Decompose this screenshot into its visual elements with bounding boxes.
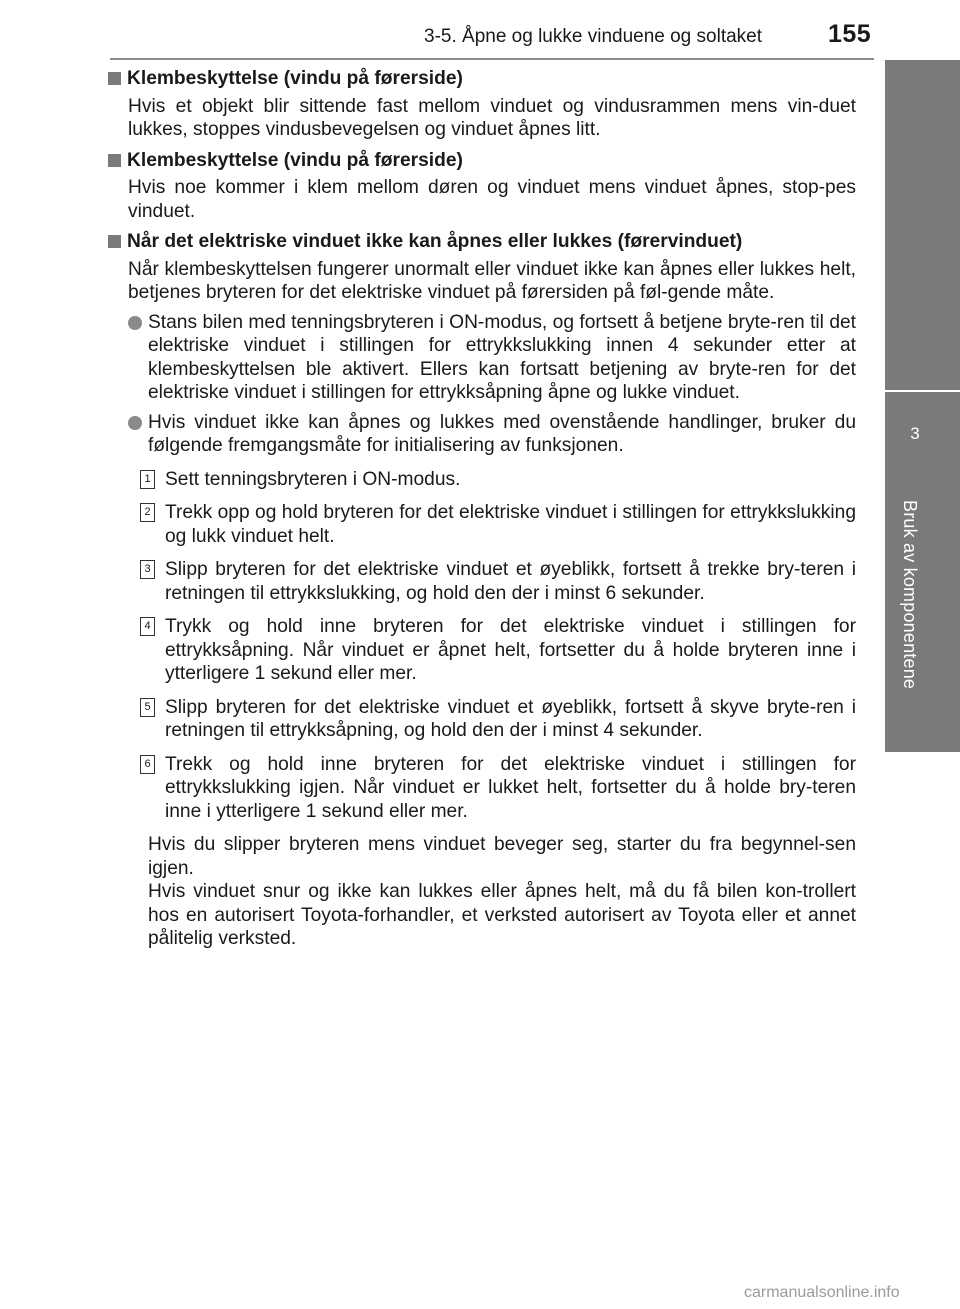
step-number: 1: [140, 470, 155, 489]
square-bullet-icon: [108, 235, 121, 248]
section-pinch-protection-closing: [108, 67, 856, 142]
step-number: 2: [140, 503, 155, 522]
bullet-item: [128, 411, 856, 458]
footer-watermark: carmanualsonline.info: [744, 1284, 900, 1301]
initialization-steps: [140, 468, 856, 824]
section-heading: [108, 67, 856, 91]
page-content: [108, 67, 856, 958]
header-title: 3-5. Åpne og lukke vinduene og soltaket: [424, 26, 763, 47]
chapter-title: Bruk av komponentene: [900, 500, 920, 690]
step-text: Slipp bryteren for det elektriske vinduet et øyeblikk, fortsett å trekke bry-teren i retningen til ettrykkslukking, og hold den der i minst 6 sekunder.: [165, 559, 856, 604]
step-number: 5: [140, 698, 155, 717]
section-heading-text: Når det elektriske vinduet ikke kan åpnes eller lukkes (førervinduet): [127, 231, 743, 252]
section-heading-text: Klembeskyttelse (vindu på førerside): [127, 68, 463, 89]
section-paragraph: Hvis et objekt blir sittende fast mellom vinduet og vindusrammen mens vin-duet lukkes, stoppes vindusbevegelsen og vinduet åpnes litt.: [128, 95, 856, 140]
closing-note: Hvis vinduet snur og ikke kan lukkes eller åpnes helt, må du få bilen kon-trollert hos en autorisert Toyota-forhandler, et verksted autorisert av Toyota eller et annet pålitelig verksted.: [148, 881, 856, 949]
section-paragraph: Hvis noe kommer i klem mellom døren og vinduet mens vinduet åpnes, stop-pes vinduet.: [128, 177, 856, 222]
square-bullet-icon: [108, 72, 121, 85]
chapter-number: 3: [910, 424, 920, 443]
step-item: [140, 696, 856, 743]
page-number: 155: [828, 20, 872, 48]
section-heading-text: Klembeskyttelse (vindu på førerside): [127, 149, 463, 171]
round-bullet-icon: [128, 316, 142, 330]
side-tab-upper: [885, 60, 960, 390]
round-bullet-icon: [128, 416, 142, 430]
bullet-text: Hvis vinduet ikke kan åpnes og lukkes med ovenstående handlinger, bruker du følgende fremgangsmåte for initialisering av funksjonen.: [148, 411, 856, 456]
side-tab-chapter: [885, 392, 960, 752]
step-item: [140, 753, 856, 824]
section-paragraph: Når klembeskyttelsen fungerer unormalt eller vinduet ikke kan åpnes eller lukkes helt, betjenes bryteren for det elektriske vinduet på førersiden på føl-gende måte.: [128, 258, 856, 303]
step-item: [140, 615, 856, 686]
bullet-text: Stans bilen med tenningsbryteren i ON-modus, og fortsett å betjene bryte-ren til det elektriske vinduet i stillingen for ettrykkslukking innen 4 sekunder etter at klembeskyttelsen ble aktivert. Ellers kan fortsatt betjening av bryte-ren for det elektriske vinduet i stillingen for ettrykksåpning åpne og lukke vinduet.: [148, 311, 856, 403]
step-item: [140, 558, 856, 605]
step-text: Trykk og hold inne bryteren for det elektriske vinduet i stillingen for ettrykksåpning. Når vinduet er åpnet helt, fortsetter du å holde bryteren inne i ytterligere 1 sekund eller mer.: [165, 616, 856, 684]
step-number: 6: [140, 755, 155, 774]
step-number: 4: [140, 617, 155, 636]
step-item: [140, 468, 856, 492]
step-text: Trekk og hold inne bryteren for det elektriske vinduet i stillingen for ettrykkslukking igjen. Når vinduet er lukket helt, fortsetter du å holde bry-teren inne i ytterligere 1 sekund eller mer.: [165, 753, 856, 822]
square-bullet-icon: [108, 154, 121, 167]
header-divider: [110, 58, 874, 60]
step-text: Slipp bryteren for det elektriske vinduet et øyeblikk, fortsett å skyve bryte-ren i retningen til ettrykksåpning, og hold den der i minst 4 sekunder.: [165, 696, 856, 741]
section-heading: [108, 149, 856, 173]
section-window-malfunction: [108, 230, 856, 951]
step-text: Trekk opp og hold bryteren for det elektriske vinduet i stillingen for ettrykkslukking og lukk vinduet helt.: [165, 502, 856, 547]
step-number: 3: [140, 560, 155, 579]
section-pinch-protection-opening: [108, 149, 856, 224]
step-text: Sett tenningsbryteren i ON-modus.: [165, 468, 461, 490]
bullet-item: [128, 311, 856, 405]
section-heading: [108, 230, 856, 254]
closing-note: Hvis du slipper bryteren mens vinduet beveger seg, starter du fra begynnel-sen igjen.: [148, 834, 856, 879]
step-item: [140, 501, 856, 548]
